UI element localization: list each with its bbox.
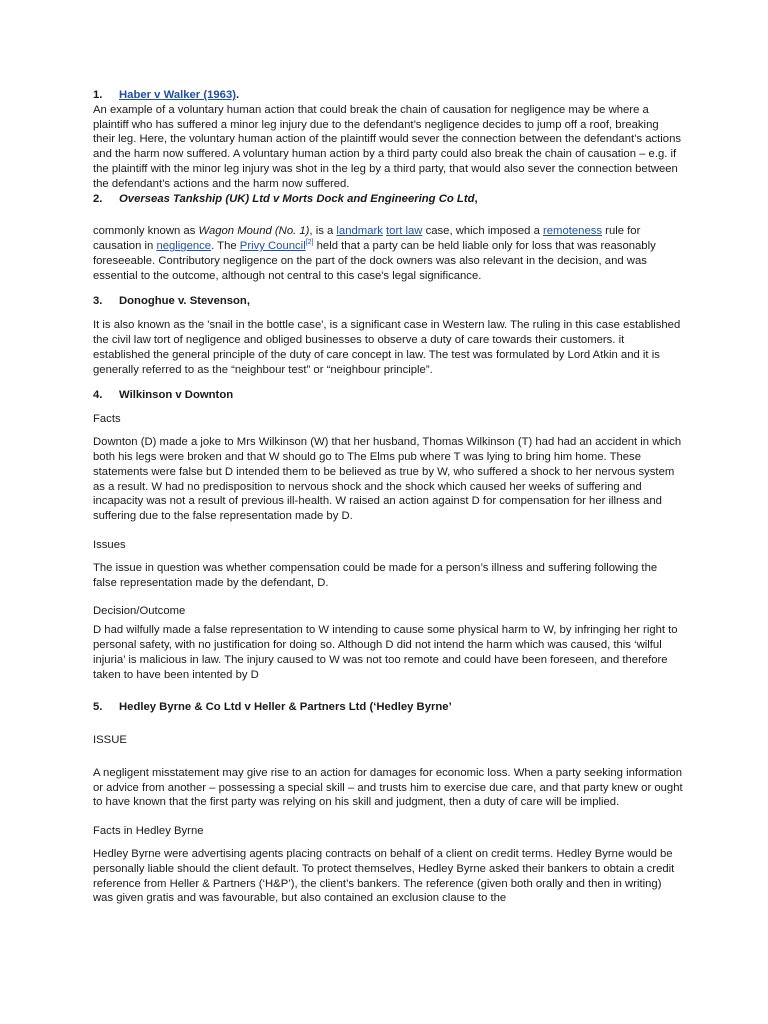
section-2-title-comma: ,: [474, 192, 478, 205]
section-2-heading: [93, 192, 683, 207]
section-4-decision-label: Decision/Outcome: [93, 605, 186, 618]
s2-text-6: . The: [211, 240, 240, 253]
section-1-heading: [93, 88, 683, 103]
section-4-issues: The issue in question was whether compensation could be made for a person’s illness and suffering following the false representation made by the defendant, D.: [93, 561, 658, 589]
remoteness-link[interactable]: remoteness: [543, 225, 603, 238]
wagon-mound-text: Wagon Mound (No. 1): [198, 225, 310, 238]
tort-law-link[interactable]: tort law: [386, 225, 423, 238]
section-5-number: 5.: [93, 701, 103, 714]
section-2-title: Overseas Tankship (UK) Ltd v Morts Dock and Engineering Co Ltd: [119, 192, 475, 205]
landmark-link[interactable]: landmark: [336, 225, 383, 238]
section-4-facts-label: Facts: [93, 413, 121, 426]
privy-council-link[interactable]: Privy Council: [239, 240, 306, 253]
s2-text-5: rule for causation in: [93, 225, 641, 253]
s2-text-7: held that a party can be held liable only for loss that was reasonably foreseeable. Contributory negligence on the part of the dock owners was also relevant in the decision, and was essential to the outcome, although not central to this case's legal significance.: [93, 240, 656, 282]
section-4-number: 4.: [93, 388, 103, 401]
citation-2-superscript[interactable]: [2]: [305, 239, 314, 247]
section-5-facts: Hedley Byrne were advertising agents placing contracts on behalf of a client on credit terms. Hedley Byrne would be personally liable should the client default. To protect themselves, Hedley Byrne asked their bankers to obtain a credit reference from Heller & Partners (‘H&P’), the client’s bankers. The reference (given both orally and then in writing) was given gratis and was favourable, but also contained an exclusion clause to the: [93, 848, 675, 905]
section-4-title: Wilkinson v Downton: [119, 388, 234, 401]
section-2-number: 2.: [93, 192, 103, 205]
section-1-body: An example of a voluntary human action that could break the chain of causation for negligence may be where a plaintiff who has suffered a minor leg injury due to the defendant’s negligence decides to jump off a roof, breaking their leg. Here, the voluntary human action of the plaintiff would sever the connection between the defendant’s actions and the harm now suffered. A voluntary human action by a third party could also break the chain of causation – e.g. if the plaintiff with the minor leg injury was shot in the leg by a third party, that would also sever the connection between the defendant’s actions and the harm now suffered.: [93, 103, 682, 190]
section-4-issues-label: Issues: [93, 538, 126, 551]
section-1-heading-period: .: [236, 89, 240, 101]
section-5-title: Hedley Byrne & Co Ltd v Heller & Partners Ltd (‘Hedley Byrne’: [119, 701, 452, 714]
section-4-heading: [93, 388, 683, 403]
section-3-body: It is also known as the 'snail in the bottle case', is a significant case in Western law. The ruling in this case established the civil law tort of negligence and obliged businesses to observe a duty of care towards their customers. it established the general principle of the duty of care concept in law. The test was formulated by Lord Atkin and it is generally referred to as the “neighbour test” or “neighbour principle”.: [93, 319, 681, 376]
section-5-issue-label: ISSUE: [93, 734, 127, 747]
section-5-facts-label: Facts in Hedley Byrne: [93, 825, 204, 838]
s2-text-2: , is a: [309, 225, 337, 238]
s2-text-4: case, which imposed a: [422, 225, 544, 238]
section-3-number: 3.: [93, 294, 103, 307]
negligence-link[interactable]: negligence: [156, 240, 212, 253]
section-4-decision: D had wilfully made a false representation to W intending to cause some physical harm to W, by infringing her right to personal safety, with no justification for doing so. Although D did not intend the harm which was caused, this ‘wilful injuria’ is malicious in law. The injury caused to W was not too remote and could have been foreseen, and therefore taken to have been intented by D: [93, 624, 678, 681]
haber-v-walker-link[interactable]: Haber v Walker (1963): [119, 89, 237, 101]
s2-text-1: commonly known as: [93, 225, 199, 238]
document-page: [93, 88, 683, 906]
section-4-facts: Downton (D) made a joke to Mrs Wilkinson (W) that her husband, Thomas Wilkinson (T) had had an accident in which both his legs were broken and that W should go to The Elms pub where T was lying to bring him home. These statements were false but D intended them to be believed as true by W, who suffered a shock to her nervous system as a result. W had no predisposition to nervous shock and the shock which caused her weeks of suffering and incapacity was not a result of previous ill-health. W raised an action against D for compensation for her illness and suffering due to the false representation made by D.: [93, 436, 682, 523]
section-2-body: [93, 224, 683, 283]
section-5-heading: [93, 700, 683, 715]
section-5-issue: A negligent misstatement may give rise to an action for damages for economic loss. When a party seeking information or advice from another – possessing a special skill – and trusts him to exercise due care, and that party knew or ought to have known that the first party was relying on his skill and judgment, then a duty of care will be implied.: [93, 766, 683, 809]
section-3-title: Donoghue v. Stevenson,: [119, 294, 250, 307]
section-3-heading: [93, 294, 683, 309]
section-1-number: 1.: [93, 89, 103, 101]
